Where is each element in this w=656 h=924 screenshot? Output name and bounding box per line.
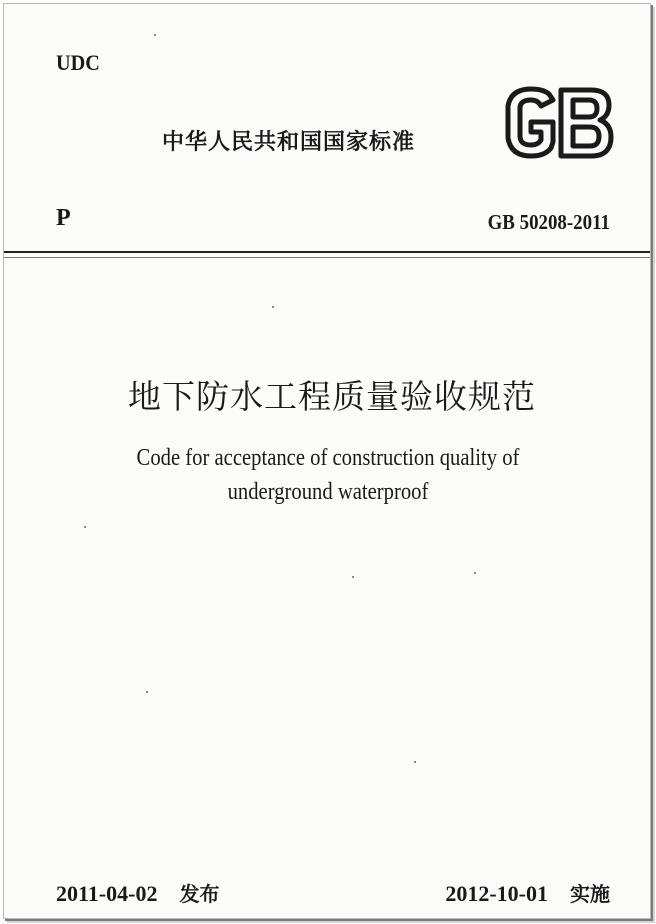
standard-number: GB 50208-2011 — [487, 210, 610, 234]
issue-date — [56, 878, 219, 907]
scan-speck — [154, 34, 156, 36]
scan-speck — [84, 526, 86, 528]
title-english-line-1: Code for acceptance of construction quality of — [136, 445, 520, 471]
issue-date-value: 2011-04-02 — [56, 881, 158, 906]
standard-cover-page — [3, 3, 651, 919]
issue-label: 发布 — [179, 882, 220, 906]
scan-speck — [352, 576, 354, 578]
implementation-label: 实施 — [570, 882, 610, 906]
title-english-line-2: underground waterproof — [227, 479, 429, 505]
scan-speck — [146, 691, 148, 693]
title-chinese: 地下防水工程质量验收规范 — [128, 377, 536, 416]
scan-speck — [474, 572, 476, 574]
scan-speck — [414, 761, 416, 763]
header-divider — [4, 251, 650, 253]
udc-label: UDC — [56, 50, 100, 75]
header-divider-thin — [4, 257, 650, 258]
implementation-date — [445, 878, 610, 907]
gb-logo — [503, 86, 615, 160]
classification-code: P — [56, 205, 71, 231]
implementation-date-value: 2012-10-01 — [445, 881, 548, 906]
national-standard-heading: 中华人民共和国国家标准 — [162, 130, 416, 155]
scan-speck — [272, 306, 274, 308]
title-english — [50, 441, 606, 509]
